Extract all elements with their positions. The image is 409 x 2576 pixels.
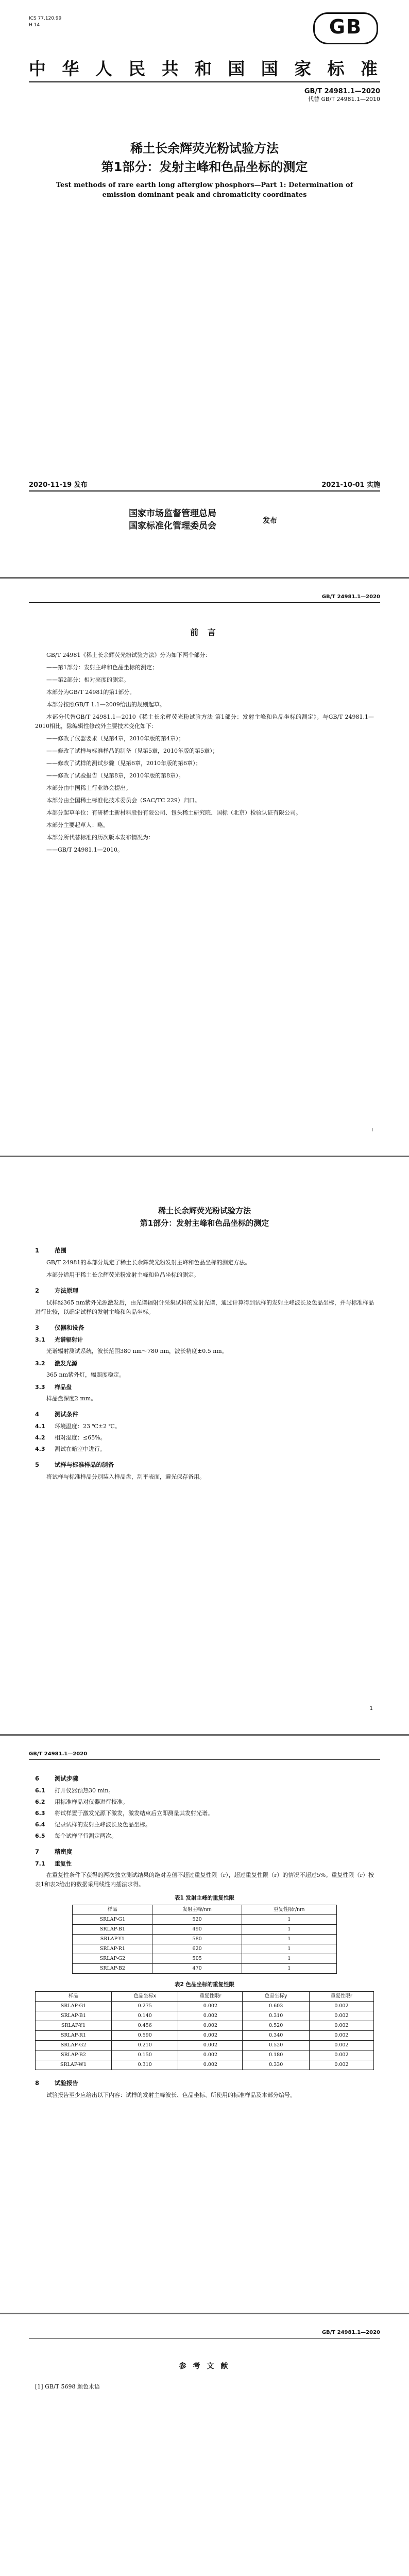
section-heading xyxy=(35,1460,374,1469)
table-cell: SRLAP-B1 xyxy=(73,1925,152,1935)
section-number: 6 xyxy=(35,1775,40,1782)
main-text-page-1 xyxy=(0,1157,409,1736)
bibliography-body xyxy=(35,2382,374,2395)
section-number: 7 xyxy=(35,1848,40,1855)
subsection xyxy=(35,1809,374,1818)
table-header-cell: 样品 xyxy=(73,1905,152,1915)
preface-para: ——GB/T 24981.1—2010。 xyxy=(46,846,123,853)
document-title xyxy=(29,1205,380,1229)
section-title: 仪器和设备 xyxy=(55,1324,84,1331)
table-cell: 1 xyxy=(242,1915,336,1925)
table-cell: 0.002 xyxy=(309,2011,373,2021)
subsection-number: 4.2 xyxy=(35,1434,45,1441)
table-cell: 470 xyxy=(152,1964,242,1974)
table-cell: 0.150 xyxy=(111,2050,178,2060)
table-cell: 0.002 xyxy=(309,2050,373,2060)
section-title: 精密度 xyxy=(55,1848,73,1855)
subsection xyxy=(35,1433,374,1443)
table-row xyxy=(36,2002,374,2011)
table-header-row xyxy=(36,1992,374,2002)
table-row xyxy=(73,1915,336,1925)
subsection-text: 测试在暗室中进行。 xyxy=(55,1446,106,1452)
table-cell: 0.002 xyxy=(309,2060,373,2070)
preface-para: ——修改了试样的测试步骤（见第6章，2010年版的第6章）； xyxy=(46,760,201,767)
table-1 xyxy=(72,1905,336,1974)
table-header-cell: 发射主峰/nm xyxy=(152,1905,242,1915)
paragraph: GB/T 24981的本部分规定了稀土长余辉荧光粉发射主峰和色品坐标的测定方法。 xyxy=(46,1259,251,1266)
table-cell: 0.520 xyxy=(243,2041,309,2050)
running-header: GB/T 24981.1—2020 xyxy=(29,1751,88,1757)
release-date: 2020-11-19 发布 xyxy=(29,481,88,489)
subsection-number: 4.1 xyxy=(35,1423,45,1430)
table-cell: SRLAP-Y1 xyxy=(36,2021,112,2031)
subsection-title: 激发光源 xyxy=(55,1360,77,1367)
table-cell: 0.002 xyxy=(309,2031,373,2041)
table-cell: SRLAP-R1 xyxy=(73,1944,152,1954)
paragraph: 样品盘深度2 mm。 xyxy=(46,1395,97,1402)
cover-bottom-rule xyxy=(29,490,380,492)
table-cell: 0.180 xyxy=(243,2050,309,2060)
cover-top-rule xyxy=(29,81,380,82)
table-cell: 0.590 xyxy=(111,2031,178,2041)
preface-para: 本部分按照GB/T 1.1—2009给出的规则起草。 xyxy=(46,701,165,708)
table-2 xyxy=(35,1991,374,2070)
main-body-1 xyxy=(35,1240,374,1485)
subsection-text: 打开仪器预热30 min。 xyxy=(55,1787,114,1794)
table-row xyxy=(36,2021,374,2031)
paragraph: 将试样与标准样品分别装入样品盘，刮平表面，避光保存备用。 xyxy=(46,1473,205,1480)
section-title: 测试步骤 xyxy=(55,1775,78,1782)
table-cell: 0.002 xyxy=(178,2041,243,2050)
table-cell: SRLAP-B2 xyxy=(36,2050,112,2060)
table-cell: 0.340 xyxy=(243,2031,309,2041)
subsection-number: 3.1 xyxy=(35,1336,45,1343)
subsection-title: 样品盘 xyxy=(55,1384,72,1391)
preface-para: GB/T 24981《稀土长余辉荧光粉试验方法》分为如下两个部分： xyxy=(46,652,211,658)
section-heading xyxy=(35,2078,374,2088)
section-title: 试样与标准样品的制备 xyxy=(55,1461,114,1468)
section-heading xyxy=(35,1246,374,1255)
classification-codes xyxy=(29,15,61,29)
bibliography-page xyxy=(0,2314,409,2576)
subsection-number: 6.1 xyxy=(35,1787,45,1794)
issue-word: 发布 xyxy=(263,517,277,525)
subsection-number: 6.5 xyxy=(35,1833,45,1839)
table-cell: SRLAP-G2 xyxy=(73,1954,152,1964)
subsection-number: 3.2 xyxy=(35,1360,45,1367)
preface-para: 本部分代替GB/T 24981.1—2010《稀土长余辉荧光粉试验方法 第1部分：发射主峰和色品坐标的测定》。与GB/T 24981.1—2010相比，除编辑性修改外主要技术变化如下： xyxy=(35,714,374,730)
table-cell: 1 xyxy=(242,1944,336,1954)
subsection-number: 6.2 xyxy=(35,1799,45,1805)
preface-page xyxy=(0,579,409,1157)
gb-logo-text: GB xyxy=(329,15,363,38)
subsection xyxy=(35,1335,374,1345)
preface-para: ——第2部分：相对亮度的测定。 xyxy=(46,676,129,683)
table-row xyxy=(36,2060,374,2070)
table-row xyxy=(36,2041,374,2050)
section-number: 8 xyxy=(35,2079,40,2087)
subsection-title: 重复性 xyxy=(55,1860,72,1867)
subsection xyxy=(35,1422,374,1431)
preface-para: ——修改了试样与标准样品的制备（见第5章，2010年版的第5章）； xyxy=(46,748,218,754)
table-cell: 1 xyxy=(242,1935,336,1944)
table-cell: SRLAP-R1 xyxy=(36,2031,112,2041)
table-cell: 620 xyxy=(152,1944,242,1954)
main-text-page-2 xyxy=(0,1736,409,2314)
title-line-2: 第1部分：发射主峰和色品坐标的测定 xyxy=(101,160,308,174)
chinese-title xyxy=(29,139,380,176)
section-title: 试验报告 xyxy=(55,2079,78,2087)
ccs-code: H 14 xyxy=(29,23,40,28)
table-header-cell: 样品 xyxy=(36,1992,112,2002)
table-cell: 0.275 xyxy=(111,2002,178,2011)
preface-body xyxy=(35,651,374,858)
subsection-text: 记录试样的发射主峰波长及色品坐标。 xyxy=(55,1821,151,1828)
subsection xyxy=(35,1383,374,1392)
table-2-caption: 表2 色品坐标的重复性限 xyxy=(175,1981,234,1988)
subsection xyxy=(35,1820,374,1829)
table-cell: 0.140 xyxy=(111,2011,178,2021)
table-cell: 0.002 xyxy=(309,2041,373,2050)
section-heading xyxy=(35,1323,374,1332)
issuing-bodies xyxy=(129,507,216,532)
section-title: 方法原理 xyxy=(55,1287,78,1294)
subsection-text: 每个试样平行测定两次。 xyxy=(55,1833,117,1839)
table-cell: 0.002 xyxy=(178,2031,243,2041)
table-cell: 0.456 xyxy=(111,2021,178,2031)
section-number: 1 xyxy=(35,1247,40,1254)
table-row xyxy=(36,2050,374,2060)
preface-para: ——第1部分：发射主峰和色品坐标的测定； xyxy=(46,664,158,671)
running-header: GB/T 24981.1—2020 xyxy=(321,594,380,600)
table-row xyxy=(73,1944,336,1954)
table-cell: 0.310 xyxy=(111,2060,178,2070)
section-number: 3 xyxy=(35,1324,40,1331)
table-row xyxy=(73,1964,336,1974)
issuer-2: 国家标准化管理委员会 xyxy=(129,521,216,531)
subsection-number: 4.3 xyxy=(35,1446,45,1452)
section-number: 5 xyxy=(35,1461,40,1468)
standard-type-title: 中华人民共和国国家标准 xyxy=(29,59,380,79)
subsection xyxy=(35,1445,374,1454)
preface-para: ——修改了试验报告（见第8章，2010年版的第8章）。 xyxy=(46,772,184,779)
paragraph: 本部分适用于稀土长余辉荧光粉发射主峰和色品坐标的测定。 xyxy=(46,1272,199,1278)
table-cell: 0.210 xyxy=(111,2041,178,2050)
doc-title-line-1: 稀土长余辉荧光粉试验方法 xyxy=(158,1206,251,1215)
table-cell: 0.002 xyxy=(178,2050,243,2060)
table-row xyxy=(73,1935,336,1944)
subsection xyxy=(35,1832,374,1841)
subsection-text: 环境温度：23 ℃±2 ℃。 xyxy=(55,1423,121,1430)
issuer-1: 国家市场监督管理总局 xyxy=(129,509,216,519)
table-cell: SRLAP-Y1 xyxy=(73,1935,152,1944)
table-cell: SRLAP-B2 xyxy=(73,1964,152,1974)
table-cell: 0.002 xyxy=(178,2060,243,2070)
english-title: Test methods of rare earth long afterglow phosphors—Part 1: Determination of emission dominant peak and chromaticity coordinates xyxy=(56,181,353,199)
cover-dates xyxy=(29,479,380,489)
table-header-row xyxy=(73,1905,336,1915)
bibliography-title: 参 考 文 献 xyxy=(179,2362,230,2370)
table-cell: 0.520 xyxy=(243,2021,309,2031)
table-cell: 520 xyxy=(152,1915,242,1925)
section-heading xyxy=(35,1774,374,1783)
subsection-text: 相对湿度：≤65%。 xyxy=(55,1434,106,1441)
table-header-cell: 重复性限r/nm xyxy=(242,1905,336,1915)
preface-title: 前 言 xyxy=(190,628,219,637)
page-number: I xyxy=(371,1127,373,1133)
running-header: GB/T 24981.1—2020 xyxy=(321,2330,380,2335)
table-cell: 580 xyxy=(152,1935,242,1944)
section-title: 范围 xyxy=(55,1247,66,1254)
main-body-2 xyxy=(35,1768,374,2103)
header-rule xyxy=(29,1759,380,1760)
table-header-cell: 重复性限r xyxy=(309,1992,373,2002)
table-header-cell: 色品坐标x xyxy=(111,1992,178,2002)
table-cell: SRLAP-G1 xyxy=(73,1915,152,1925)
section-heading xyxy=(35,1286,374,1295)
table-cell: 490 xyxy=(152,1925,242,1935)
table-cell: 0.330 xyxy=(243,2060,309,2070)
subsection xyxy=(35,1786,374,1795)
preface-para: 本部分所代替标准的历次版本发布情况为： xyxy=(46,834,154,841)
subsection-number: 6.3 xyxy=(35,1810,45,1817)
table-cell: SRLAP-G2 xyxy=(36,2041,112,2050)
table-row xyxy=(36,2011,374,2021)
reference-item: [1] GB/T 5698 颜色术语 xyxy=(35,2383,100,2390)
subsection xyxy=(35,1359,374,1368)
table-header-cell: 重复性限r xyxy=(178,1992,243,2002)
table-1-caption: 表1 发射主峰的重复性限 xyxy=(175,1895,234,1901)
doc-title-line-2: 第1部分：发射主峰和色品坐标的测定 xyxy=(140,1218,269,1228)
preface-para: 本部分由中国稀土行业协会提出。 xyxy=(46,785,131,791)
preface-para: 本部分由全国稀土标准化技术委员会（SAC/TC 229）归口。 xyxy=(46,797,200,804)
paragraph: 试验报告至少应给出以下内容：试样的发射主峰波长、色品坐标、所使用的标准样品及本部分编号。 xyxy=(46,2092,296,2098)
gb-logo xyxy=(313,12,378,44)
subsection-number: 6.4 xyxy=(35,1821,45,1828)
table-cell: 1 xyxy=(242,1954,336,1964)
table-row xyxy=(73,1954,336,1964)
paragraph: 在重复性条件下获得的两次独立测试结果的绝对差值不超过重复性限（r），超过重复性限（r）的情况不超过5%。重复性限（r）按表1和表2给出的数据采用线性内插法求得。 xyxy=(35,1872,374,1888)
replaces-note: 代替 GB/T 24981.1—2010 xyxy=(308,96,380,103)
section-number: 2 xyxy=(35,1287,40,1294)
section-title: 测试条件 xyxy=(55,1411,78,1418)
section-heading xyxy=(35,1847,374,1856)
paragraph: 365 nm紫外灯，辐照度稳定。 xyxy=(46,1371,125,1378)
table-cell: 0.002 xyxy=(178,2002,243,2011)
preface-para: 本部分为GB/T 24981的第1部分。 xyxy=(46,689,135,696)
table-cell: 0.002 xyxy=(309,2021,373,2031)
header-rule xyxy=(29,602,380,603)
standard-number-block xyxy=(304,88,380,103)
standard-number: GB/T 24981.1—2020 xyxy=(304,88,380,95)
table-cell: 0.002 xyxy=(309,2002,373,2011)
section-heading xyxy=(35,1410,374,1419)
table-row xyxy=(73,1925,336,1935)
subsection-number: 7.1 xyxy=(35,1860,45,1867)
table-cell: 0.310 xyxy=(243,2011,309,2021)
subsection-title: 光谱辐射计 xyxy=(55,1336,83,1343)
table-cell: SRLAP-B1 xyxy=(36,2011,112,2021)
page-number: 1 xyxy=(369,1706,373,1711)
subsection-text: 用标准样品对仪器进行校准。 xyxy=(55,1799,128,1805)
table-cell: 0.603 xyxy=(243,2002,309,2011)
subsection xyxy=(35,1859,374,1869)
preface-para: 本部分主要起草人：略。 xyxy=(46,822,109,828)
table-cell: 1 xyxy=(242,1964,336,1974)
subsection-text: 将试样置于激发光源下激发，激发结束后立即测量其发射光谱。 xyxy=(55,1810,213,1817)
subsection-number: 3.3 xyxy=(35,1384,45,1391)
table-cell: 0.002 xyxy=(178,2011,243,2021)
section-number: 4 xyxy=(35,1411,40,1418)
title-line-1: 稀土长余辉荧光粉试验方法 xyxy=(130,141,279,156)
table-cell: 505 xyxy=(152,1954,242,1964)
table-row xyxy=(36,2031,374,2041)
preface-para: ——修改了仪器要求（见第4章，2010年版的第4章）； xyxy=(46,735,184,742)
table-cell: SRLAP-G1 xyxy=(36,2002,112,2011)
table-cell: 0.002 xyxy=(178,2021,243,2031)
table-cell: SRLAP-W1 xyxy=(36,2060,112,2070)
table-cell: 1 xyxy=(242,1925,336,1935)
table-header-cell: 色品坐标y xyxy=(243,1992,309,2002)
preface-para: 本部分起草单位：有研稀土新材料股份有限公司、包头稀土研究院、国标（北京）检验认证有限公司。 xyxy=(46,809,301,816)
cover-page xyxy=(0,0,409,579)
paragraph: 光谱辐射测试系统，波长范围380 nm～780 nm，波长精度±0.5 nm。 xyxy=(46,1348,228,1354)
ics-code: ICS 77.120.99 xyxy=(29,16,62,21)
paragraph: 试样经365 nm紫外光源激发后，由光谱辐射计采集试样的发射光谱，通过计算得到试样的发射主峰波长及色品坐标，并与标准样品进行比较，以确定试样的发射主峰和色品坐标。 xyxy=(35,1299,374,1315)
implement-date: 2021-10-01 实施 xyxy=(321,481,380,489)
subsection xyxy=(35,1798,374,1807)
